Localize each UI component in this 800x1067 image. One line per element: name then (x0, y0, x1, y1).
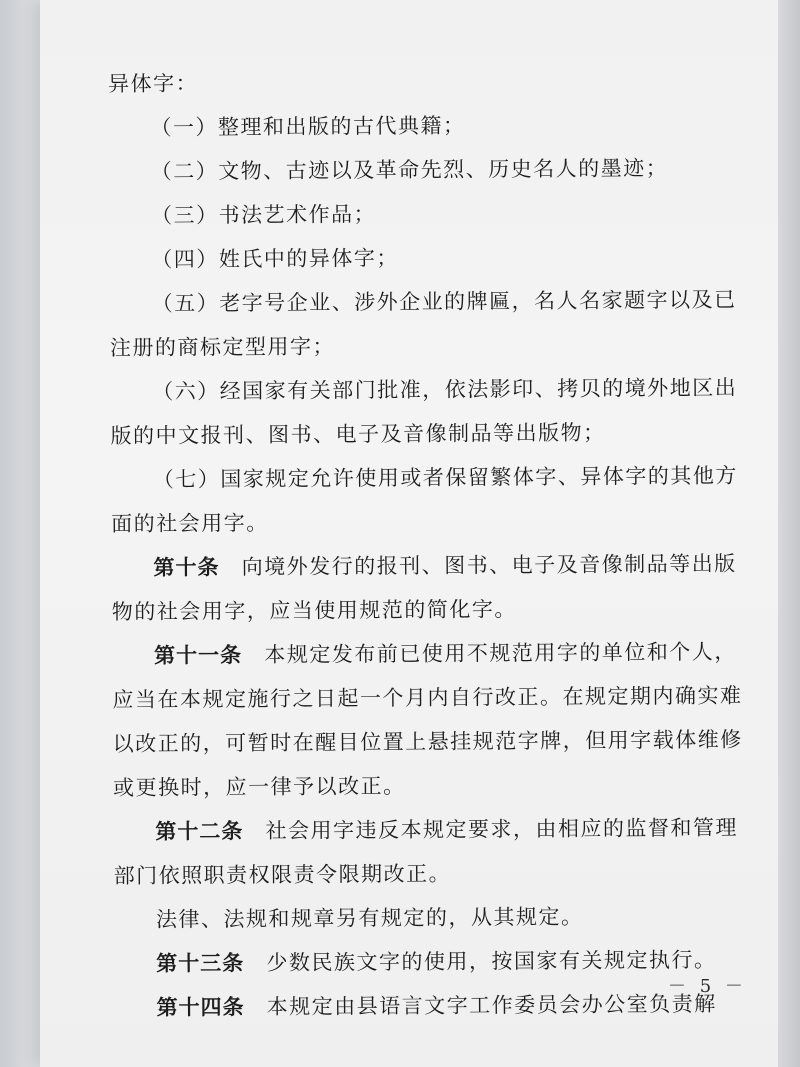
text-line-8: （六）经国家有关部门批准，依法影印、拷贝的境外地区出 (152, 375, 738, 404)
article-11-line-2: 应当在本规定施行之日起一个月内自行改正。在规定期内确实难 (112, 683, 743, 712)
page-edge-right (778, 0, 800, 1067)
article-13-title: 第十三条 (156, 951, 245, 976)
text-line-3: （二）文物、古迹以及革命先烈、历史名人的墨迹； (150, 156, 669, 184)
document-body (108, 63, 768, 1020)
article-12-title: 第十二条 (155, 819, 244, 844)
text-line-5: （四）姓氏中的异体字； (151, 245, 399, 272)
article-10-text-1: 向境外发行的报刊、图书、电子及音像制品等出版 (241, 551, 737, 580)
article-12-line-3: 法律、法规和规章另有规定的，从其规定。 (155, 904, 584, 932)
article-11-line-3: 以改正的，可暂时在醒目位置上悬挂规范字牌，但用字载体维修 (112, 727, 743, 756)
text-line-9: 版的中文报刊、图书、电子及音像制品等出版物； (110, 420, 606, 448)
article-14-text-1: 本规定由县语言文字工作委员会办公室负责解 (266, 991, 717, 1019)
article-10-title: 第十条 (153, 555, 220, 580)
article-11-line-1 (154, 636, 737, 670)
article-10-line-2: 物的社会用字，应当使用规范的简化字。 (111, 597, 517, 624)
article-14-line-1 (156, 988, 716, 1022)
article-12-text-1: 社会用字违反本规定要求，由相应的监督和管理 (265, 815, 739, 843)
text-line-4: （三）书法艺术作品； (150, 202, 377, 228)
text-line-1: 异体字： (108, 71, 199, 96)
text-line-2: （一）整理和出版的古代典籍； (150, 113, 466, 140)
article-14-title: 第十四条 (156, 995, 245, 1020)
article-12-line-2: 部门依照职责权限责令限期改正。 (113, 861, 452, 888)
article-13-line-1 (156, 944, 716, 978)
article-11-text-1: 本规定发布前已使用不规范用字的单位和个人， (264, 639, 737, 667)
article-11-line-4: 或更换时，应一律予以改正。 (112, 773, 406, 800)
article-12-line-1 (155, 812, 738, 846)
text-line-11: 面的社会用字。 (111, 510, 269, 536)
document-sheet (40, 0, 780, 1067)
page-number: － 5 － (668, 976, 747, 997)
article-10-line-1 (153, 548, 736, 582)
text-line-6: （五）老字号企业、涉外企业的牌匾，名人名家题字以及已 (151, 287, 737, 316)
text-line-10: （七）国家规定允许使用或者保留繁体字、异体字的其他方 (152, 463, 738, 492)
text-line-7: 注册的商标定型用字； (109, 334, 336, 360)
article-13-text-1: 少数民族文字的使用，按国家有关规定执行。 (266, 947, 717, 975)
article-11-title: 第十一条 (154, 643, 243, 668)
